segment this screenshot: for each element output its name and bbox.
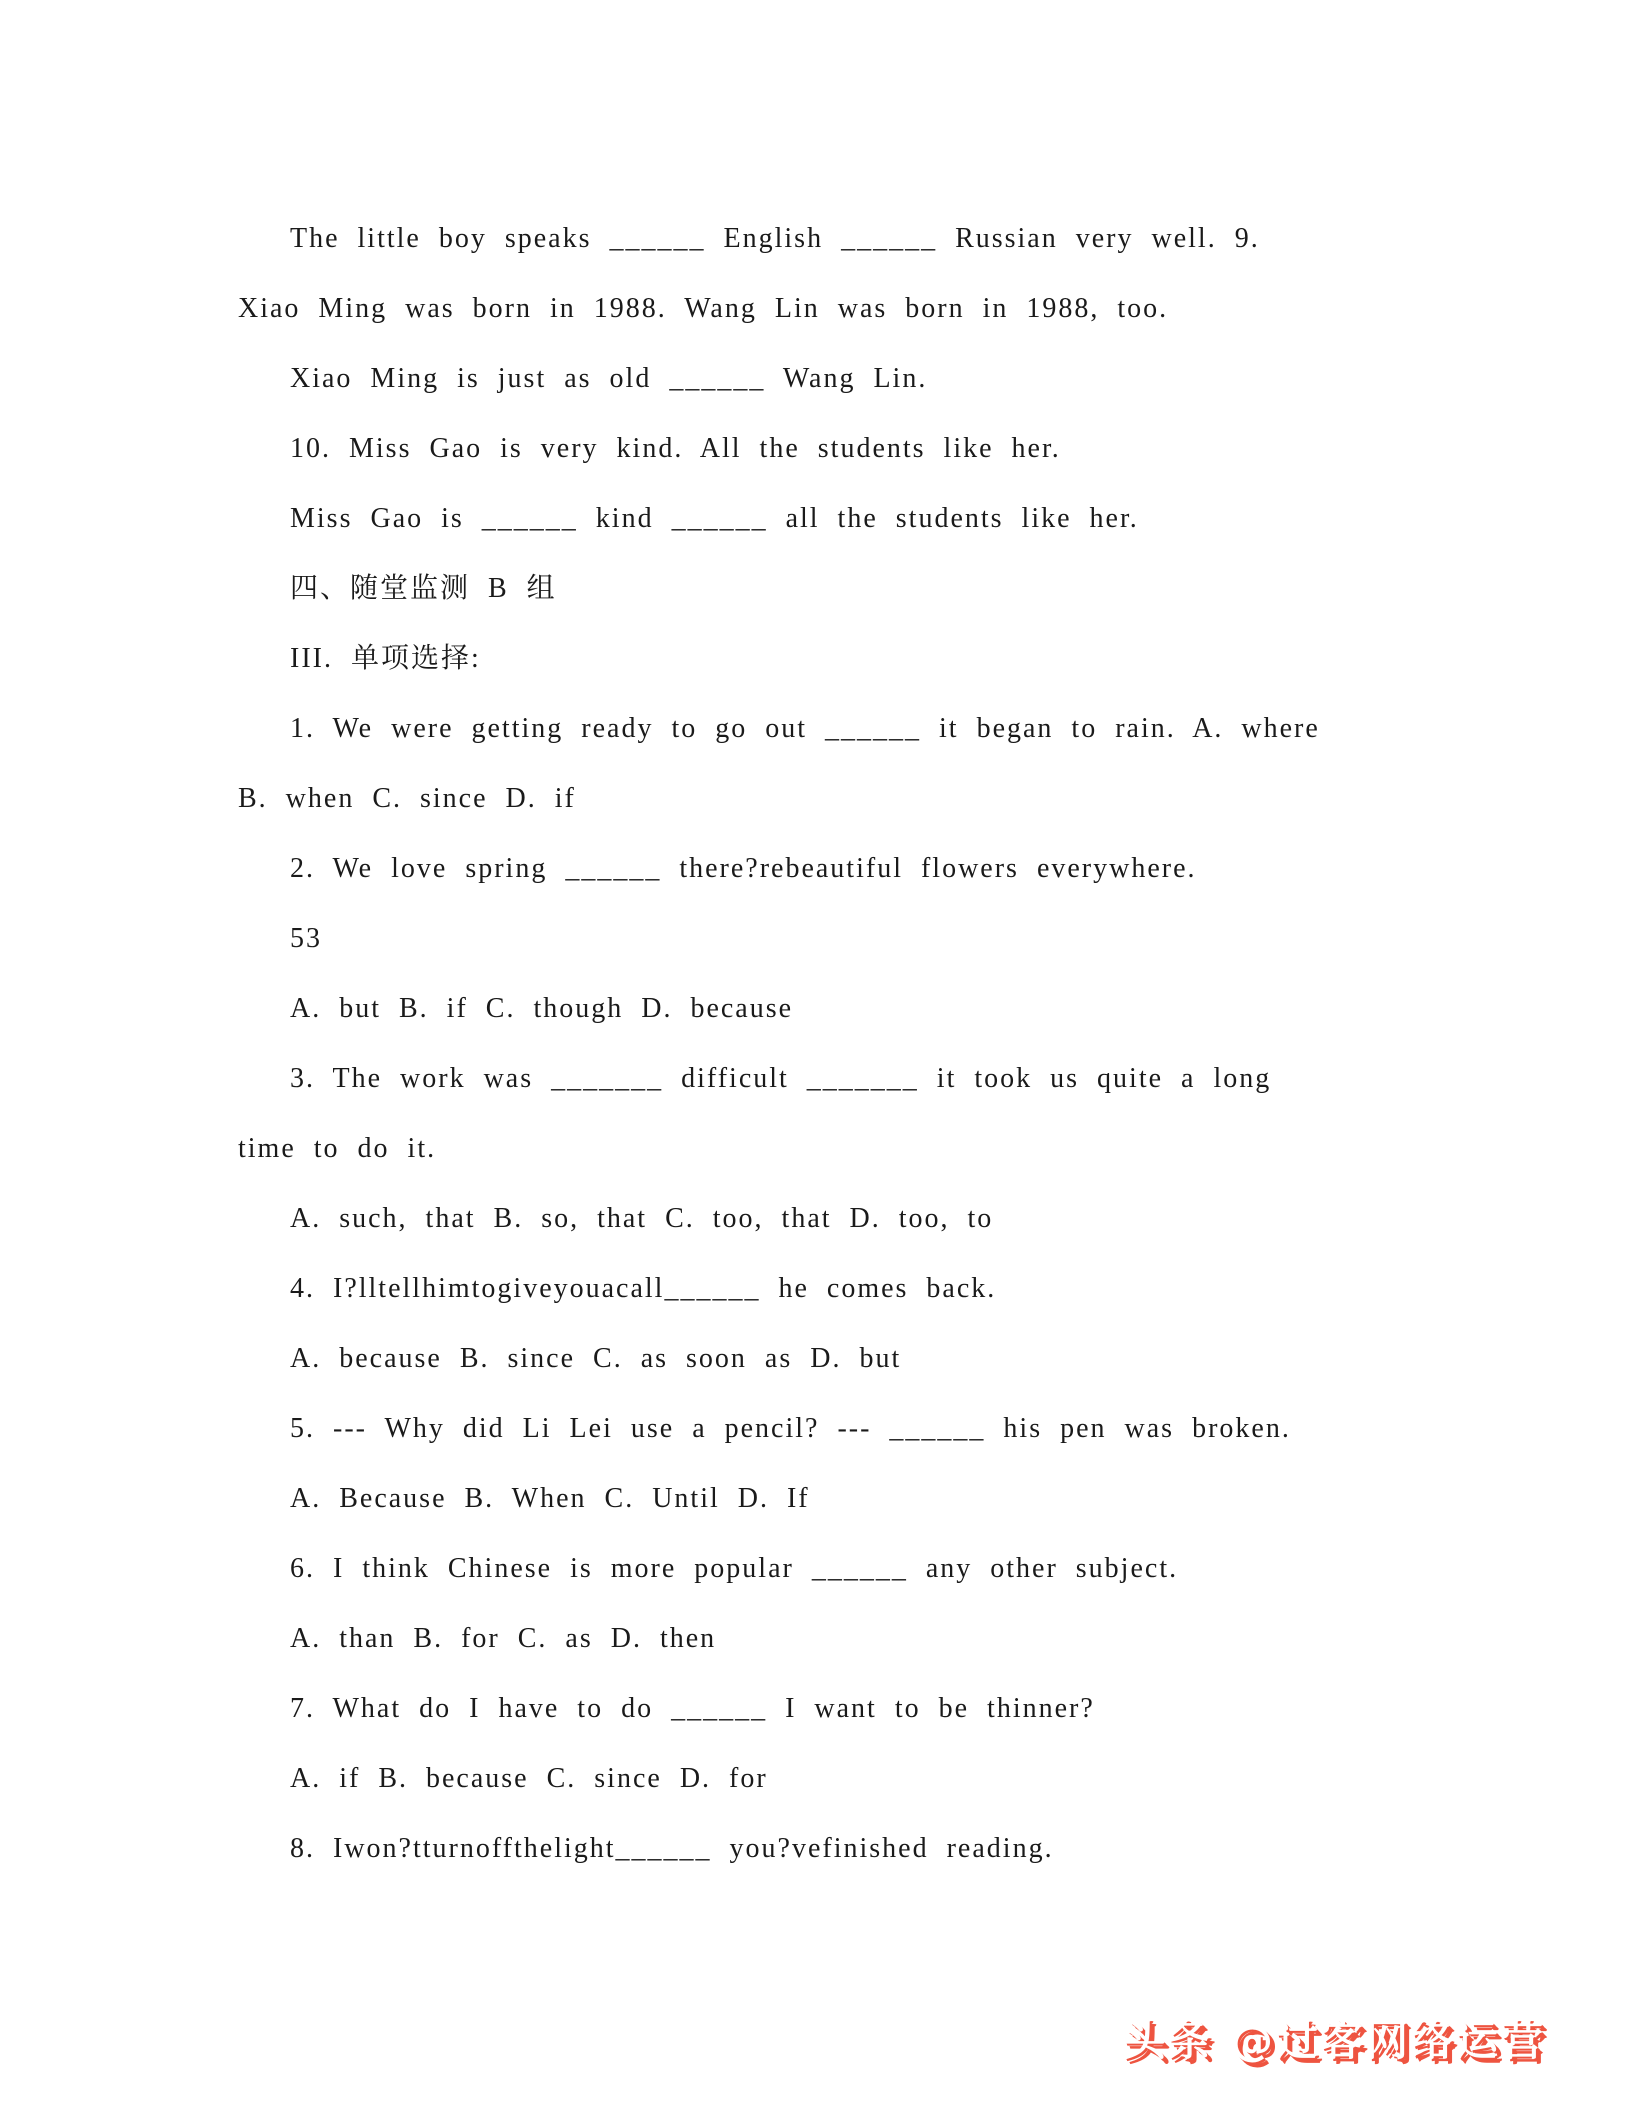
section-heading: III. 单项选择:	[290, 643, 481, 674]
document-line: Xiao Ming was born in 1988. Wang Lin was born in 1988, too.	[238, 293, 1169, 324]
document-line: Miss Gao is ______ kind ______ all the students like her.	[290, 503, 1139, 534]
document-line: A. if B. because C. since D. for	[290, 1763, 768, 1794]
document-line: A. than B. for C. as D. then	[290, 1623, 717, 1654]
document-line: Xiao Ming is just as old ______ Wang Lin.	[290, 363, 928, 394]
page-number-line: 53	[290, 923, 322, 954]
document-line: 1. We were getting ready to go out ______ it began to rain. A. where	[290, 713, 1320, 744]
document-line: 5. --- Why did Li Lei use a pencil? --- ______ his pen was broken.	[290, 1413, 1291, 1444]
document-line: A. such, that B. so, that C. too, that D. too, to	[290, 1203, 994, 1234]
document-line: 6. I think Chinese is more popular ______ any other subject.	[290, 1553, 1179, 1584]
document-line: 2. We love spring ______ there?rebeautiful flowers everywhere.	[290, 853, 1197, 884]
document-line: 4. I?lltellhimtogiveyouacall______ he comes back.	[290, 1273, 997, 1304]
document-body	[238, 204, 1588, 1884]
document-line: A. because B. since C. as soon as D. but	[290, 1343, 902, 1374]
document-line: 10. Miss Gao is very kind. All the students like her.	[290, 433, 1061, 464]
document-line: time to do it.	[238, 1133, 437, 1164]
section-heading: 四、随堂监测 B 组	[290, 573, 557, 604]
document-line: 3. The work was _______ difficult _______ it took us quite a long	[290, 1063, 1272, 1094]
watermark: 头条 @过客网络运营	[1123, 2016, 1546, 2065]
document-line: The little boy speaks ______ English ______ Russian very well. 9.	[290, 223, 1260, 254]
document-line: 7. What do I have to do ______ I want to be thinner?	[290, 1693, 1095, 1724]
document-line: A. Because B. When C. Until D. If	[290, 1483, 810, 1514]
document-line: 8. Iwon?tturnoffthelight______ you?vefinished reading.	[290, 1833, 1054, 1864]
document-line: B. when C. since D. if	[238, 783, 576, 814]
document-line: A. but B. if C. though D. because	[290, 993, 794, 1024]
